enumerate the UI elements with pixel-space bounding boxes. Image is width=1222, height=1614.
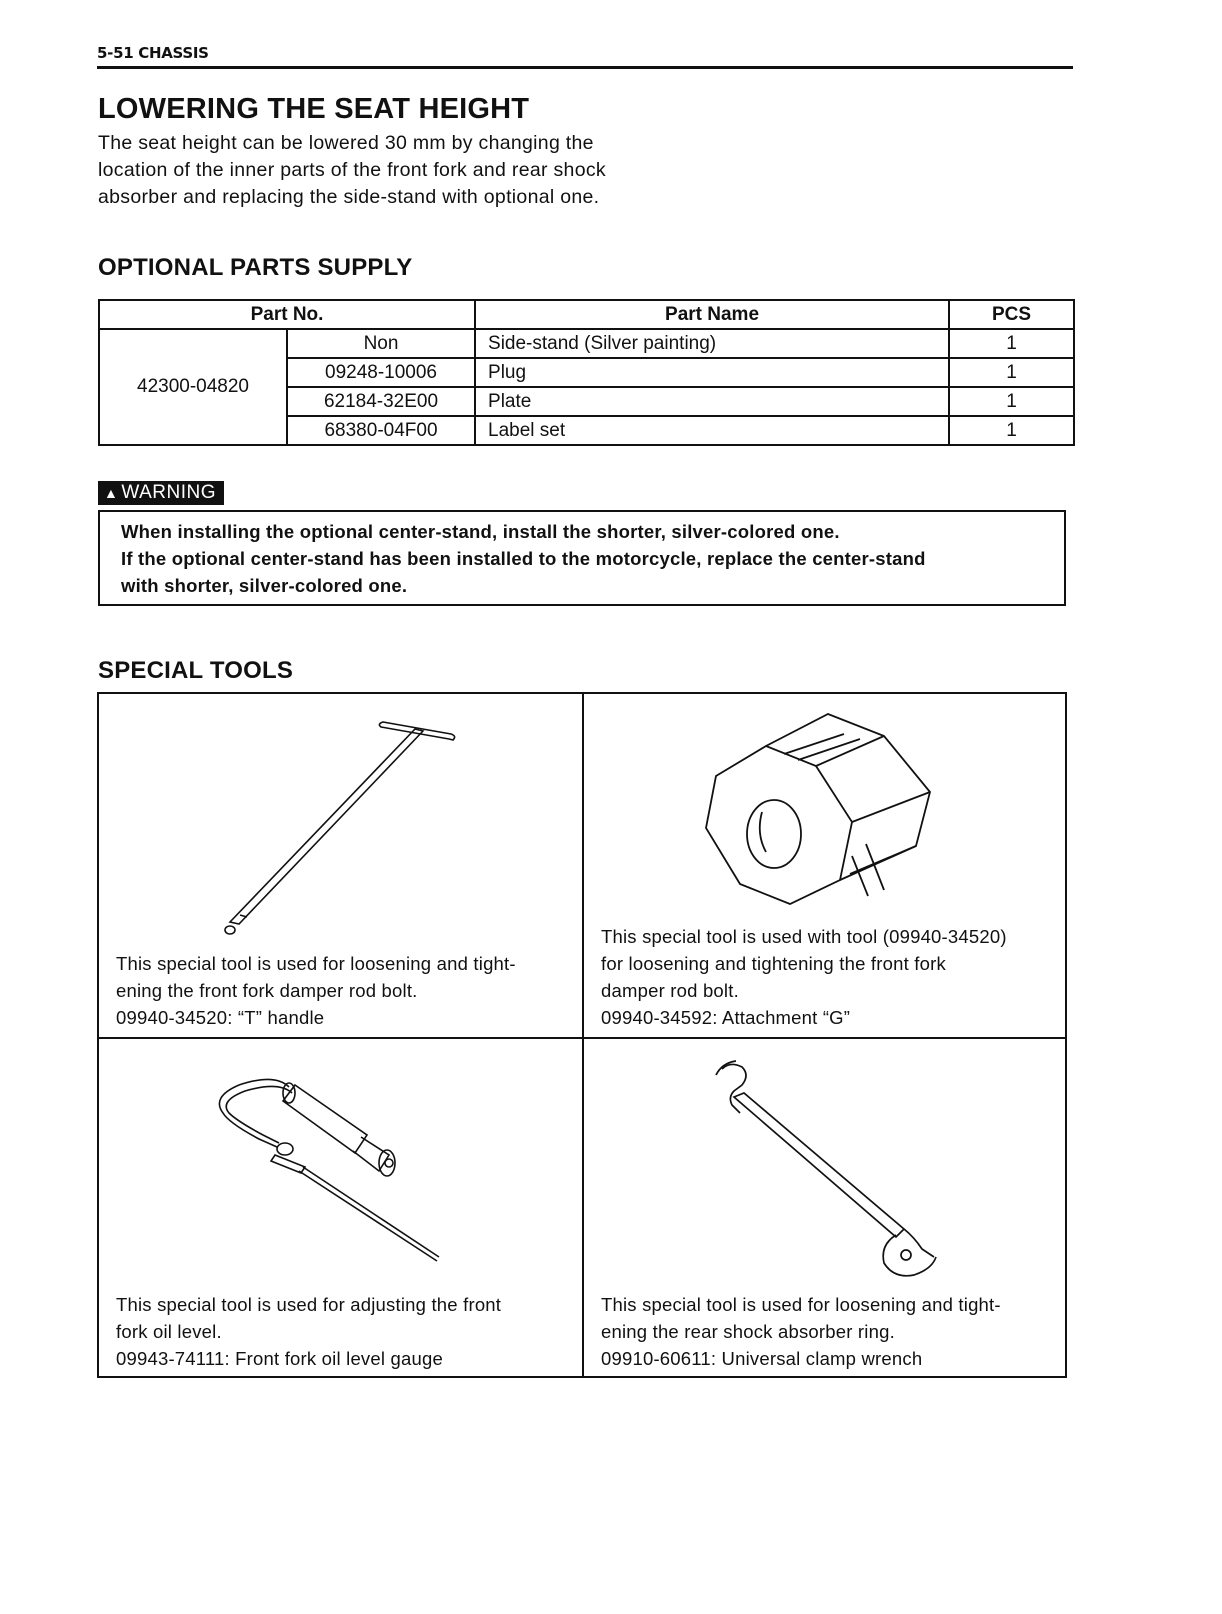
tool-description (116, 950, 569, 1031)
optional-parts-heading: OPTIONAL PARTS SUPPLY (98, 254, 413, 281)
kit-part-no: 42300-04820 (99, 329, 287, 445)
special-tools-grid (97, 692, 1067, 1378)
tool-description (601, 923, 1053, 1031)
tool-description-line: ening the front fork damper rod bolt. (116, 980, 418, 1001)
intro-line: absorber and replacing the side-stand with optional one. (98, 186, 600, 208)
sub-part-no: 68380-04F00 (287, 416, 475, 445)
part-name: Label set (475, 416, 949, 445)
oil-level-gauge-icon (99, 1039, 583, 1279)
part-name: Side-stand (Silver painting) (475, 329, 949, 358)
special-tools-heading: SPECIAL TOOLS (98, 657, 294, 684)
warning-triangle-icon: ▲ (104, 485, 119, 501)
tool-cell-universal-clamp-wrench (584, 1039, 1067, 1378)
page-header (97, 44, 1073, 69)
tool-description-line: This special tool is used for loosening and tight- (116, 953, 516, 974)
intro-line: location of the inner parts of the front fork and rear shock (98, 159, 606, 181)
warning-line: with shorter, silver-colored one. (121, 575, 408, 596)
tool-description-line: fork oil level. (116, 1321, 222, 1342)
warning-line: If the optional center-stand has been installed to the motorcycle, replace the center-stand (121, 548, 926, 569)
attachment-g-icon (584, 694, 1067, 924)
universal-clamp-wrench-icon (584, 1039, 1067, 1279)
tool-description-line: This special tool is used for adjusting the front (116, 1294, 502, 1315)
tool-cell-attachment-g (584, 694, 1067, 1037)
tool-description-line: 09910-60611: Universal clamp wrench (601, 1348, 923, 1369)
intro-paragraph (98, 130, 698, 211)
tool-description-line: 09940-34592: Attachment “G” (601, 1007, 851, 1028)
tool-description-line: This special tool is used with tool (09940-34520) (601, 926, 1007, 947)
sub-part-no: Non (287, 329, 475, 358)
tool-description (601, 1291, 1053, 1372)
sub-part-no: 62184-32E00 (287, 387, 475, 416)
tool-description (116, 1291, 569, 1372)
tool-description-line: damper rod bolt. (601, 980, 739, 1001)
tool-description-line: for loosening and tightening the front fork (601, 953, 946, 974)
table-row (99, 329, 1074, 358)
tool-description-line: 09940-34520: “T” handle (116, 1007, 325, 1028)
tool-cell-oil-level-gauge (99, 1039, 583, 1378)
optional-parts-table (98, 299, 1075, 446)
header-pcs: PCS (949, 300, 1074, 329)
table-header-row (99, 300, 1074, 329)
tool-description-line: ening the rear shock absorber ring. (601, 1321, 895, 1342)
intro-line: The seat height can be lowered 30 mm by changing the (98, 132, 594, 154)
part-pcs: 1 (949, 416, 1074, 445)
part-name: Plate (475, 387, 949, 416)
part-pcs: 1 (949, 358, 1074, 387)
tool-description-line: 09943-74111: Front fork oil level gauge (116, 1348, 443, 1369)
warning-label: WARNING (121, 482, 216, 503)
page-title: LOWERING THE SEAT HEIGHT (98, 93, 530, 125)
header-part-name: Part Name (475, 300, 949, 329)
warning-badge (98, 481, 224, 505)
tool-description-line: This special tool is used for loosening and tight- (601, 1294, 1001, 1315)
part-pcs: 1 (949, 387, 1074, 416)
t-handle-icon (99, 694, 583, 944)
section-label: 5-51 CHASSIS (97, 44, 209, 62)
part-pcs: 1 (949, 329, 1074, 358)
warning-box (98, 510, 1066, 606)
part-name: Plug (475, 358, 949, 387)
sub-part-no: 09248-10006 (287, 358, 475, 387)
tool-cell-t-handle (99, 694, 583, 1037)
warning-line: When installing the optional center-stand, install the shorter, silver-colored one. (121, 521, 840, 542)
header-part-no: Part No. (99, 300, 475, 329)
